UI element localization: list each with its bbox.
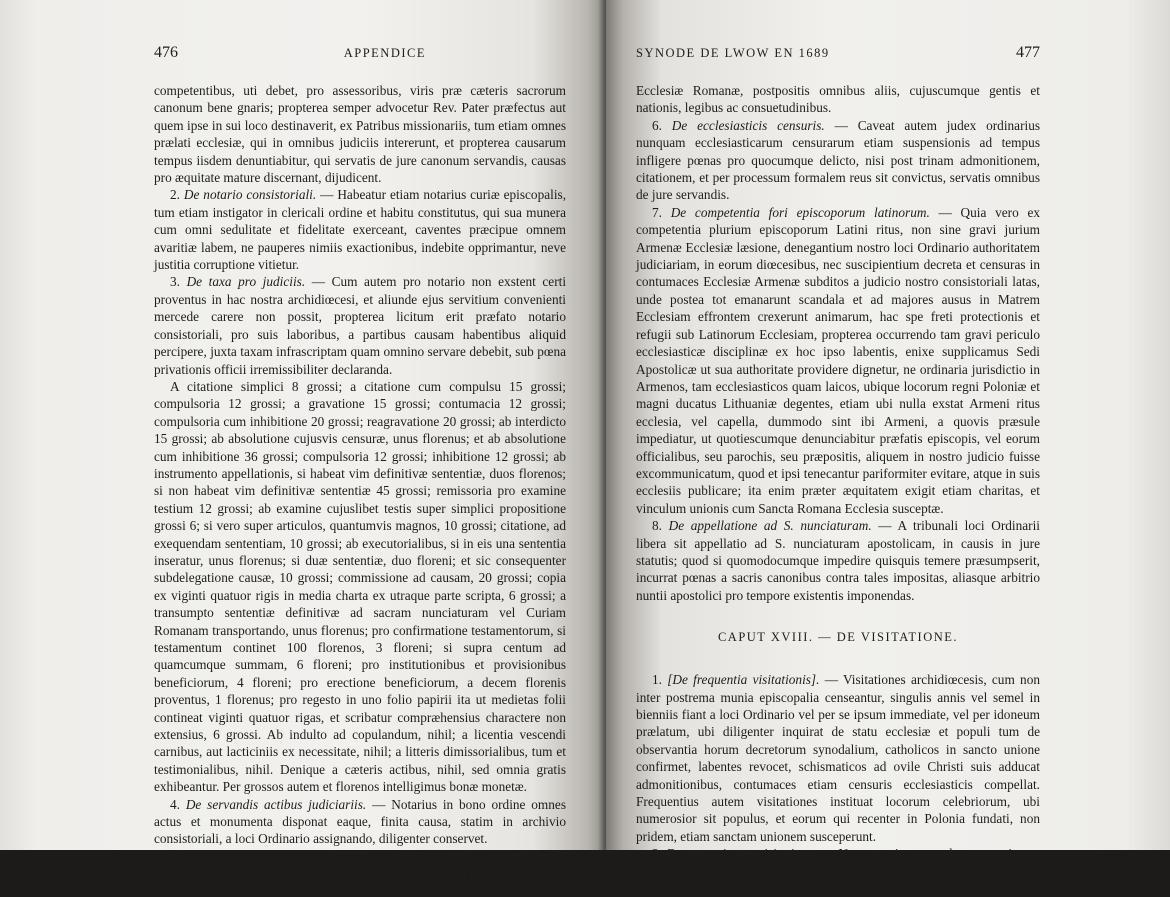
paragraph-text: — Quia vero ex competentia plurium episcoporum Latini ritus, non sine gravi jurium Armenæ Ecclesiæ læsione, denegantium nostro loci Ordinario authoritatem judiciariam, in eorum diœcesibus, nec suscipientium decreta et censuras in contumaces Ecclesiæ Armenæ subditos a judicio nostro consistoriali latas, unde postea tot emanarunt scandala et ad majores ausus in Matrem Ecclesiam effrontem crexerunt animarum, hac spe freti protectionis et refugii sub Latinorum Ecclesiam, propterea occurrendo tam gravi periculo ecclesiasticæ disciplinæ ex hoc ipso labentis, enixe supplicamus Sedi Apostolicæ ut sua authoritate providere dignetur, ne ordinaria jurisdictio in Armenos, tam ecclesiasticos quam laicos, ubique locorum regni Poloniæ et magni ducatus Lithuaniæ degentes, etiam ubi nulla exstat Armeni ritus ecclesia, vel capella, dummodo sint ibi Armeni, a quovis præsule impediatur, ut quotiescumque denunciabitur præfatis episcopis, vel eorum officialibus, seu parochis, seu præpositis, aliquem in nostro judicio fuisse excommunicatum, quod et ipsi tenecantur pariformiter evitare, atque in suis ecclesiis publicare; ita enim præter æquitatem exigit etiam charitas, et vinculum unionis cum Sancta Romana Ecclesia susceptæ.	[636, 204, 1041, 516]
section-number: 5.	[170, 848, 186, 864]
body-paragraph	[154, 82, 566, 186]
paragraph-text: Ecclesiæ Romanæ, postpositis omnibus aliis, cujuscumque gentis et nationis, legibus ac consuetudinibus.	[636, 83, 1040, 116]
section-paragraph	[154, 186, 566, 273]
section-number: 3.	[170, 274, 187, 290]
paragraph-text: — A tribunali loci Ordinarii libera sit appellatio ad S. nunciaturam apostolicam, in causis in jure statutis; quod si quomodocumque impedire quisquis temere præsumpserit, incurrat pœnas a sacris canonibus contra tales impositas, aliasque arbitrio nuntii apostolici pro tempore existentis imponendas.	[636, 518, 1040, 603]
paragraph-text: — Cum autem pro notario non exstent certi proventus in hac nostra archidiœcesi, et aliunde ejus servitium convenienti mercede carere non possit, propterea licitum erit præfato notario consistoriali, pro suis laboribus, a partibus causam habentibus aliquid percipere, juxta taxam infrascriptam quam omnino servare debebit, sub pœna privationis officii irremissibiliter declaranda.	[154, 274, 567, 377]
right-running-title: SYNODE DE LWOW EN 1689	[636, 46, 830, 60]
section-paragraph	[636, 117, 1040, 204]
chapter-heading	[636, 630, 1040, 645]
section-heading: De taxa pro judiciis.	[186, 274, 306, 290]
section-heading: De competentia fori episcoporum latinorum.	[670, 204, 930, 220]
right-page-body-top	[636, 82, 1040, 604]
section-number: 4.	[170, 796, 186, 812]
section-paragraph	[154, 273, 566, 377]
section-heading: De expensis pro visitatione.	[666, 846, 817, 862]
section-paragraph	[636, 845, 1040, 897]
right-page	[606, 0, 1170, 897]
left-page-number: 476	[154, 44, 178, 61]
section-heading: De servandis actibus judiciariis.	[185, 796, 367, 812]
paragraph-text: competentibus, uti debet, pro assessoribus, viris præ cæteris sacrorum canonum bene gnaris; propterea semper advocetur Rev. Pater præfectus aut quem ipse in sui loco destinaverit, ex Patribus missionariis, tum etiam omnes prælati ecclesiæ, qui in omnibus judiciis intererunt, et propterea causarum tempus iisdem denuntiabitur, qui servatis de jure canonum servandis, causas pro æquitate mature discernant, dijudicent.	[154, 83, 566, 186]
section-heading: De ecclesiasticis censuris.	[671, 117, 825, 133]
section-number: 6.	[652, 117, 672, 133]
paragraph-text: — Visitationes archidiœcesis, cum non inter postrema munia episcopalia censeantur, singulis annis vel semel in bienniis fiant a loci Ordinario vel per se ipsum immediate, vel per idoneum prælatum, ubi diligenter inquirat de statu ecclesiæ et populi tum de observantia horum decretorum synodalium, catholicos in sancto unione confirmet, labentes revocet, schismaticos ad ovile Christi suis adducat admonitionibus, contumaces etiam censuris ecclesiasticis compellat. Frequentius autem visitationes instituat locorum celebriorum, ubi numerosior sit populus, et eorum qui recenter in Polonia fundati, non pridem, etiam sanctam unionem susceperunt.	[636, 672, 1040, 844]
body-paragraph	[154, 378, 566, 796]
section-number: 8.	[652, 518, 669, 534]
section-paragraph	[154, 848, 566, 883]
body-paragraph	[636, 82, 1040, 117]
paragraph-text: — Habeatur etiam notarius curiæ episcopalis, tum etiam instigator in clericali ordine et habitu constitutus, qui sua munera cum omni sedulitate et fidelitate exerceant, caventes præcipue omnem avaritiæ labem, ne pauperes nimiis exactionibus, indebite opprimantur, neve justitia corruptione vitietur.	[154, 187, 567, 273]
paragraph-text: — In sententiis ferendis loci Ordinarius, tum et assessores in suis notis se conforment juri communi et statutis	[154, 848, 566, 882]
section-heading: [De frequentia visitationis].	[667, 672, 820, 688]
right-page-body-bottom	[636, 671, 1040, 897]
section-number: 2.	[170, 187, 184, 203]
section-heading: De appellatione ad S. nunciaturam.	[668, 518, 872, 534]
right-running-head	[636, 44, 1040, 68]
chapter-heading-text: CAPUT XVIII. — DE VISITATIONE.	[717, 630, 959, 645]
paragraph-text: A citatione simplici 8 grossi; a citatione cum compulsu 15 grossi; compulsoria 12 grossi; a gravatione 15 grossi; contumacia 12 grossi; compulsoria cum inhibitione 20 grossi; reagravatione 20 grossi; ab interdicto 15 grossi; ab absolutione cujusvis censuræ, unus florenus; et ab absolutione cum inhibitione 36 grossi; compulsoria 12 grossi; inhibitione 12 grossi; ab instrumento appellationis, si habeat vim definitivæ sententiæ, duos florenos; si non habeat vim definitivæ sententiæ 45 grossi; remissoria pro examine testium 12 grossi; ab examine cujuslibet testis super simplici propositione grossi 6; si vero super articulos, quantumvis magnos, 10 grossi; citatione, ad exequendam sententiam, 10 grossi; ab executorialibus, si in eis una sententia inseratur, unus florenus; si duæ sententiæ, duo floreni; et sic consequenter subdelegatione causæ, 10 grossi; commissione ad causam, 20 grossi; copia ex viginti quatuor rigis in media charta ex utraque parte scripta, 6 grossi; a transumpto sententiæ definitivæ ad sacram nunciaturam vel Curiam Romanam transportando, unus florenus; pro confirmatione testamentorum, si testamentum continet 100 florenos, 3 floreni; si supra centum ad quamcumque summam, 6 floreni; pro institutionibus et provisionibus beneficiorum, 4 floreni; pro erectione beneficiorum, a decem florenis proventus, 1 florenus; pro regesto in uno folio papirii ita ut medietas folii contineat viginti quatuor rigas, et scribatur compræhensius charactere non extensius, 6 grossi. Ab indulto ad copulandum, nihil; a licentia vescendi carnibus, aut lacticiniis ex necessitate, nihil; a litteris dimissorialibus, tum et testimonialibus, nihil. Denique a cæteris actibus, nihil, sed omnia gratis exhibeantur. Per grossos autem et florenos intelligimus bonæ monetæ.	[154, 378, 566, 795]
left-running-title: APPENDICE	[343, 46, 426, 60]
section-heading: De servando jure communi.	[185, 848, 338, 864]
section-heading: De notario consistoriali.	[183, 187, 317, 203]
section-paragraph	[636, 204, 1040, 517]
section-paragraph	[154, 796, 566, 848]
paragraph-text: — Notarius in bono ordine omnes actus et monumenta disponat eaque, finita causa, statim in archivio consistoriali, a loci Ordinario assignando, diligenter conservet.	[154, 796, 566, 847]
section-number: 1.	[652, 672, 668, 688]
section-number: 7.	[652, 204, 671, 220]
left-page-body	[154, 82, 566, 883]
right-page-number: 477	[1016, 44, 1040, 61]
paragraph-text: — Caveat autem judex ordinarius nunquam ecclesiasticarum censurarum etiam suspensionis ad tempus infligere pœnas pro quocumque delicto, nisi post trinam admonitionem, citationem, et per processum formalem reus sit convictus, servatis omnibus de jure servandis.	[636, 117, 1041, 203]
section-number: 2.	[652, 846, 667, 862]
section-paragraph	[636, 671, 1040, 845]
paragraph-text: — Ne autem in erogando necessaria pro expensis visitationis populi nimis graventur, habeat visitator, si fuerit ipsemet Rev.mus D.nus archiepiscopus, duos tantum famulos, aliosque	[636, 846, 1040, 897]
left-running-head	[154, 44, 566, 68]
section-paragraph	[636, 517, 1040, 604]
